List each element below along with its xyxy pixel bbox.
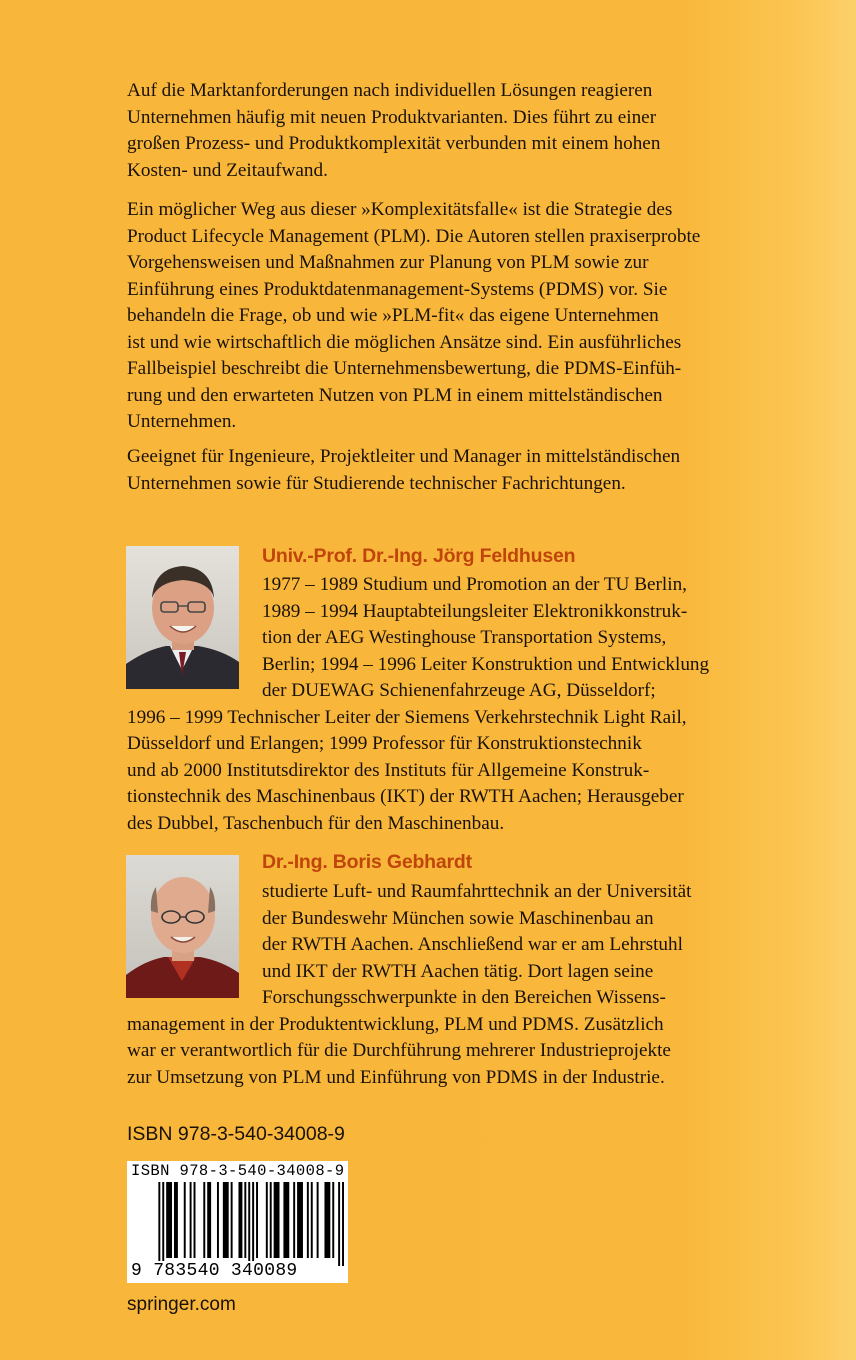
text-line: behandeln die Frage, ob und wie »PLM-fit« das eigene Unternehmen <box>127 305 659 326</box>
text-line: Auf die Marktanforderungen nach individuellen Lösungen reagieren <box>127 80 653 101</box>
barcode-bar <box>244 1182 246 1258</box>
barcode-bar <box>203 1182 205 1258</box>
barcode-bar <box>274 1182 280 1258</box>
barcode-bar <box>162 1182 164 1266</box>
barcode-bar <box>256 1182 258 1258</box>
text-line: Unternehmen häufig mit neuen Produktvarianten. Dies führt zu einer <box>127 106 657 128</box>
text-line: tion der AEG Westinghouse Transportation Systems, <box>262 627 667 648</box>
text-line: Kosten- und Zeitaufwand. <box>127 159 328 181</box>
barcode-isbn-text: ISBN 978-3-540-34008-9 <box>131 1162 345 1180</box>
barcode-digits: 9 783540 340089 <box>131 1261 298 1281</box>
author-bio <box>127 572 710 837</box>
barcode-bar <box>252 1182 254 1266</box>
portrait-image <box>126 546 239 689</box>
text-line: war er verantwortlich für die Durchführung mehrerer Industrieprojekte <box>127 1040 671 1061</box>
author-name: Univ.-Prof. Dr.-Ing. Jörg Feldhusen <box>262 545 576 567</box>
text-line: Forschungsschwerpunkte in den Bereichen Wissens- <box>262 987 666 1008</box>
barcode-bar <box>158 1182 160 1266</box>
barcode-bar <box>207 1182 211 1258</box>
text-line: des Dubbel, Taschenbuch für den Maschinenbau. <box>127 812 505 834</box>
text-line: tionstechnik des Maschinenbaus (IKT) der RWTH Aachen; Herausgeber <box>127 786 684 807</box>
text-line: der Bundeswehr München sowie Maschinenbau an <box>262 907 654 929</box>
barcode-bar <box>223 1182 229 1258</box>
description-paragraph-3 <box>127 444 737 497</box>
author-photo-feldhusen <box>126 546 239 689</box>
text-line: 1996 – 1999 Technischer Leiter der Siemens Verkehrstechnik Light Rail, <box>127 706 687 728</box>
barcode-bar <box>217 1182 219 1258</box>
barcode-bar <box>297 1182 303 1258</box>
publisher-website: springer.com <box>127 1294 236 1315</box>
barcode-bar <box>342 1182 344 1266</box>
text-line: Vorgehensweisen und Maßnahmen zur Planung von PLM sowie zur <box>127 252 649 273</box>
description-paragraph-1 <box>127 78 737 184</box>
text-line: ist und wie wirtschaftlich die möglichen Ansätze sind. Ein ausführliches <box>127 331 682 353</box>
author-photo-gebhardt <box>126 855 239 998</box>
text-line: 1989 – 1994 Hauptabteilungsleiter Elektronikkonstruk- <box>262 600 688 622</box>
text-line: Ein möglicher Weg aus dieser »Komplexitätsfalle« ist die Strategie des <box>127 199 673 220</box>
barcode-bar <box>307 1182 309 1258</box>
barcode-bars <box>131 1182 344 1266</box>
text-line: Einführung eines Produktdatenmanagement-Systems (PDMS) vor. Sie <box>127 278 668 300</box>
portrait-image <box>126 855 239 998</box>
author-name: Dr.-Ing. Boris Gebhardt <box>262 851 472 873</box>
barcode-bar <box>317 1182 319 1258</box>
barcode-bar <box>248 1182 250 1266</box>
barcode-bar <box>238 1182 242 1258</box>
text-line: studierte Luft- und Raumfahrttechnik an der Universität <box>262 881 692 902</box>
text-line: Düsseldorf und Erlangen; 1999 Professor für Konstruktionstechnik <box>127 733 642 754</box>
barcode-bar <box>266 1182 268 1258</box>
isbn-barcode <box>127 1161 348 1283</box>
barcode-bar <box>174 1182 178 1258</box>
barcode-bar <box>184 1182 186 1258</box>
text-line: zur Umsetzung von PLM und Einführung von PDMS in der Industrie. <box>127 1066 665 1088</box>
text-line: rung und den erwarteten Nutzen von PLM in einem mittelständischen <box>127 384 663 406</box>
text-line: Product Lifecycle Management (PLM). Die Autoren stellen praxiserprobte <box>127 225 701 247</box>
author-bio <box>127 879 692 1091</box>
text-line: der RWTH Aachen. Anschließend war er am Lehrstuhl <box>262 934 683 955</box>
text-line: und ab 2000 Institutsdirektor des Instituts für Allgemeine Konstruk- <box>127 759 650 781</box>
description-paragraph-2 <box>127 197 737 436</box>
barcode-bar <box>283 1182 289 1258</box>
barcode-bar <box>166 1182 172 1258</box>
barcode-bar <box>324 1182 330 1258</box>
text-line: Unternehmen. <box>127 411 237 432</box>
isbn-label: ISBN 978-3-540-34008-9 <box>127 1123 345 1145</box>
barcode-bar <box>338 1182 340 1266</box>
barcode-bar <box>194 1182 196 1258</box>
barcode-bar <box>190 1182 192 1258</box>
text-line: Berlin; 1994 – 1996 Leiter Konstruktion und Entwicklung <box>262 653 710 675</box>
barcode-bar <box>311 1182 313 1258</box>
barcode-bar <box>293 1182 295 1258</box>
barcode-bar <box>332 1182 334 1258</box>
barcode-bar <box>231 1182 233 1258</box>
text-line: und IKT der RWTH Aachen tätig. Dort lagen seine <box>262 960 654 982</box>
text-line: 1977 – 1989 Studium und Promotion an der TU Berlin, <box>262 574 687 595</box>
text-line: Fallbeispiel beschreibt die Unternehmensbewertung, die PDMS-Einfüh- <box>127 358 682 379</box>
text-line: Unternehmen sowie für Studierende technischer Fachrichtungen. <box>127 472 626 494</box>
text-line: großen Prozess- und Produktkomplexität verbunden mit einem hohen <box>127 133 661 154</box>
text-line: management in der Produktentwicklung, PLM und PDMS. Zusätzlich <box>127 1013 664 1035</box>
text-line: der DUEWAG Schienenfahrzeuge AG, Düsseldorf; <box>262 680 656 701</box>
barcode-bar <box>270 1182 272 1258</box>
text-line: Geeignet für Ingenieure, Projektleiter und Manager in mittelständischen <box>127 446 681 467</box>
